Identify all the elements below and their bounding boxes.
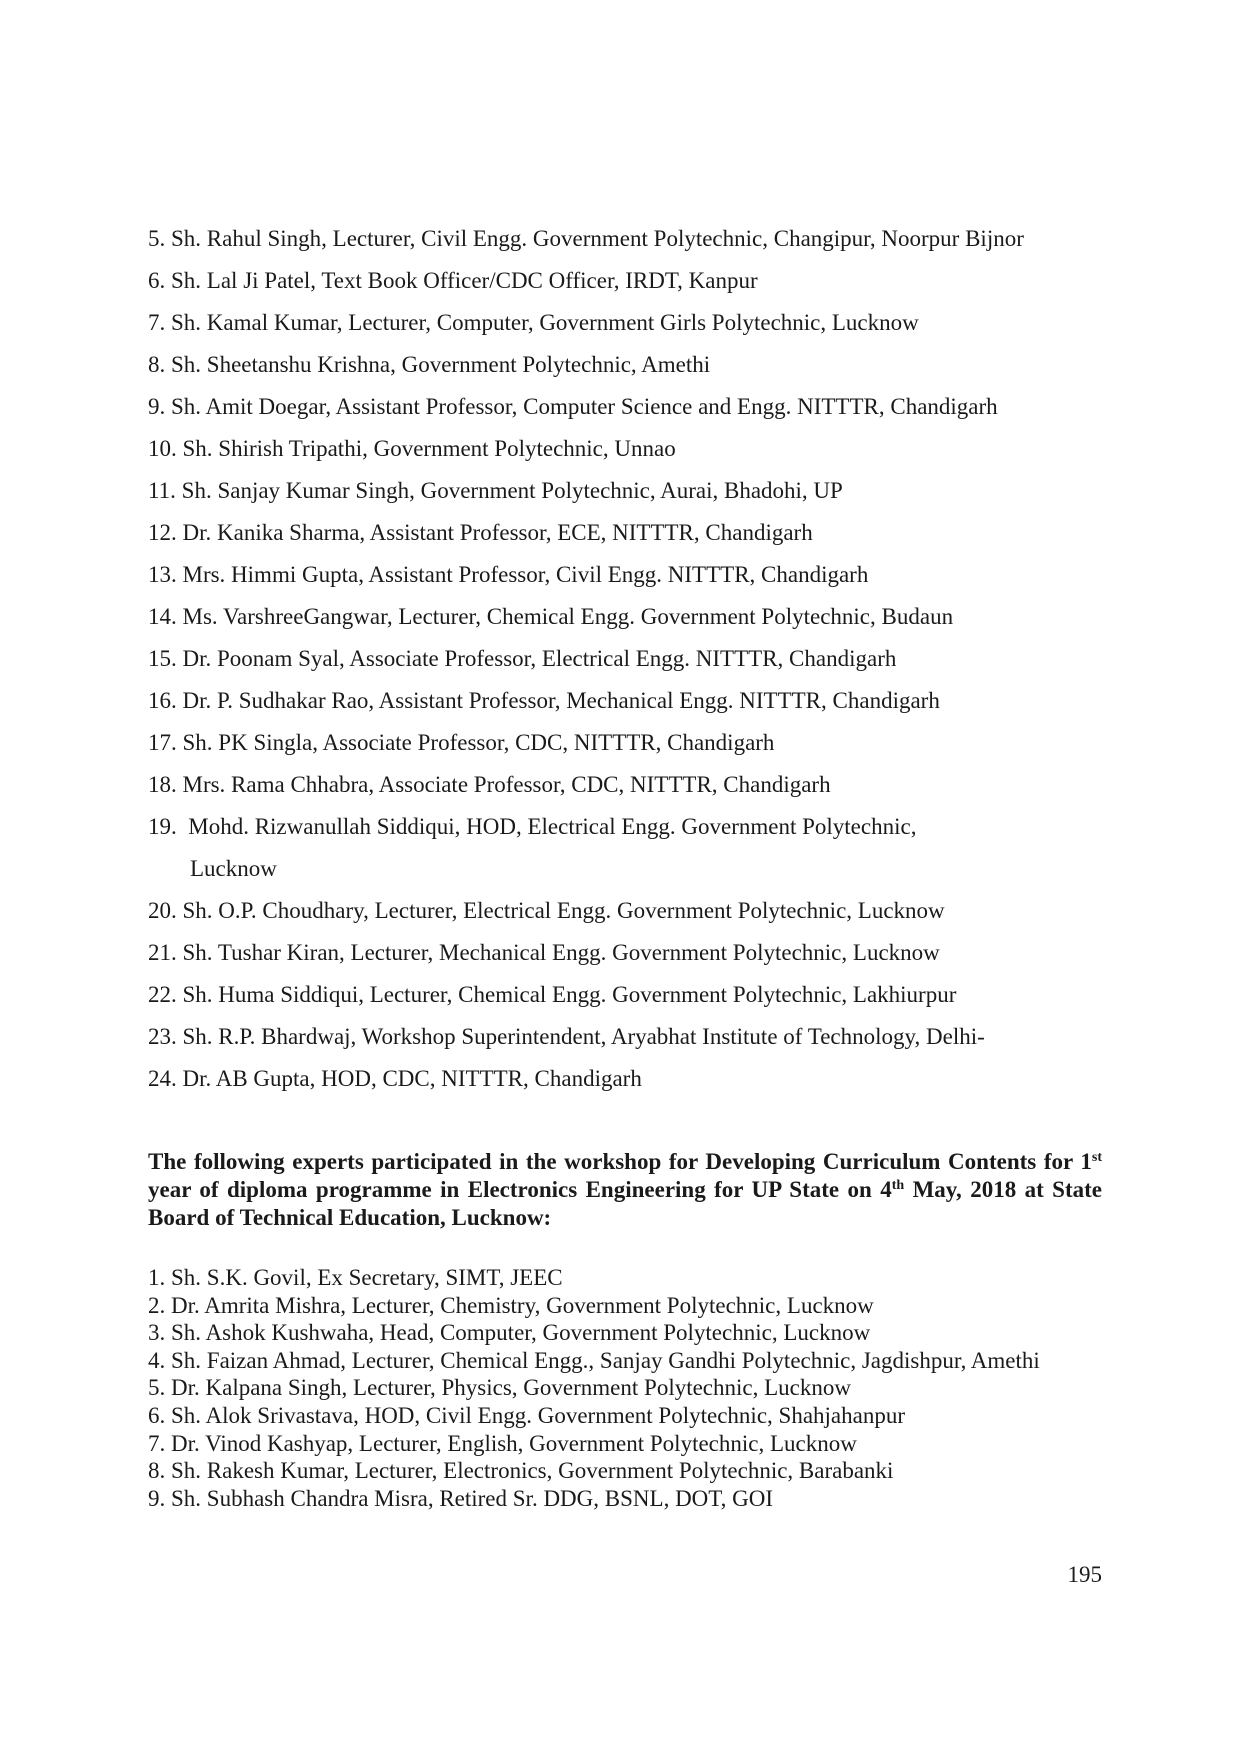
heading-text: May, 2018 at State Board of Technical Education, Lucknow:	[148, 1177, 1103, 1230]
workshop-heading	[148, 1148, 1102, 1232]
list-item: 8. Sh. Rakesh Kumar, Lecturer, Electronics, Government Polytechnic, Barabanki	[148, 1458, 894, 1484]
participants-list	[148, 218, 1108, 1100]
list-item: 23. Sh. R.P. Bhardwaj, Workshop Superintendent, Aryabhat Institute of Technology, Delhi-	[148, 1024, 985, 1049]
list-item: 15. Dr. Poonam Syal, Associate Professor, Electrical Engg. NITTTR, Chandigarh	[148, 646, 897, 671]
list-item: 5. Dr. Kalpana Singh, Lecturer, Physics, Government Polytechnic, Lucknow	[148, 1375, 851, 1401]
list-item: 4. Sh. Faizan Ahmad, Lecturer, Chemical Engg., Sanjay Gandhi Polytechnic, Jagdishpur, Amethi	[148, 1347, 1040, 1373]
list-item: 2. Dr. Amrita Mishra, Lecturer, Chemistry, Government Polytechnic, Lucknow	[148, 1292, 874, 1318]
list-item: 21. Sh. Tushar Kiran, Lecturer, Mechanical Engg. Government Polytechnic, Lucknow	[148, 940, 940, 965]
list-item: 9. Sh. Subhash Chandra Misra, Retired Sr. DDG, BSNL, DOT, GOI	[148, 1485, 774, 1511]
list-item: 1. Sh. S.K. Govil, Ex Secretary, SIMT, JEEC	[148, 1265, 563, 1290]
list-item: 13. Mrs. Himmi Gupta, Assistant Professor, Civil Engg. NITTTR, Chandigarh	[148, 562, 869, 587]
list-item: 22. Sh. Huma Siddiqui, Lecturer, Chemical Engg. Government Polytechnic, Lakhiurpur	[148, 982, 957, 1007]
list-item	[148, 806, 1108, 890]
heading-text: The following experts participated in the workshop for Developing Curriculum Contents for 1	[148, 1149, 1092, 1174]
list-item: 7. Sh. Kamal Kumar, Lecturer, Computer, Government Girls Polytechnic, Lucknow	[148, 310, 919, 335]
list-item: 8. Sh. Sheetanshu Krishna, Government Polytechnic, Amethi	[148, 352, 711, 377]
list-item: 11. Sh. Sanjay Kumar Singh, Government Polytechnic, Aurai, Bhadohi, UP	[148, 478, 843, 503]
list-item: 14. Ms. VarshreeGangwar, Lecturer, Chemical Engg. Government Polytechnic, Budaun	[148, 604, 954, 629]
list-item: 18. Mrs. Rama Chhabra, Associate Professor, CDC, NITTTR, Chandigarh	[148, 772, 831, 797]
list-item-continuation: Lucknow	[190, 856, 277, 881]
list-item: 7. Dr. Vinod Kashyap, Lecturer, English, Government Polytechnic, Lucknow	[148, 1430, 857, 1456]
workshop-experts-list	[148, 1264, 1108, 1512]
list-item: 20. Sh. O.P. Choudhary, Lecturer, Electrical Engg. Government Polytechnic, Lucknow	[148, 898, 945, 923]
list-item: 10. Sh. Shirish Tripathi, Government Polytechnic, Unnao	[148, 436, 676, 461]
ordinal-suffix: st	[1091, 1150, 1102, 1165]
list-item: 3. Sh. Ashok Kushwaha, Head, Computer, Government Polytechnic, Lucknow	[148, 1320, 871, 1346]
list-item: 6. Sh. Alok Srivastava, HOD, Civil Engg. Government Polytechnic, Shahjahanpur	[148, 1402, 905, 1428]
heading-text: year of diploma programme in Electronics Engineering for UP State on 4	[148, 1177, 892, 1202]
list-item-text: Mohd. Rizwanullah Siddiqui, HOD, Electrical Engg. Government Polytechnic,	[188, 814, 917, 839]
ordinal-suffix: th	[891, 1178, 905, 1193]
list-item: 6. Sh. Lal Ji Patel, Text Book Officer/CDC Officer, IRDT, Kanpur	[148, 268, 758, 293]
list-item: 9. Sh. Amit Doegar, Assistant Professor, Computer Science and Engg. NITTTR, Chandigarh	[148, 394, 998, 419]
list-item: 5. Sh. Rahul Singh, Lecturer, Civil Engg. Government Polytechnic, Changipur, Noorpur Bijnor	[148, 226, 1024, 251]
list-item: 16. Dr. P. Sudhakar Rao, Assistant Professor, Mechanical Engg. NITTTR, Chandigarh	[148, 688, 940, 713]
list-item: 24. Dr. AB Gupta, HOD, CDC, NITTTR, Chandigarh	[148, 1066, 642, 1091]
list-item-number: 19.	[148, 814, 177, 839]
list-item: 17. Sh. PK Singla, Associate Professor, CDC, NITTTR, Chandigarh	[148, 730, 775, 755]
page-number: 195	[1067, 1562, 1102, 1587]
list-item: 12. Dr. Kanika Sharma, Assistant Professor, ECE, NITTTR, Chandigarh	[148, 520, 813, 545]
